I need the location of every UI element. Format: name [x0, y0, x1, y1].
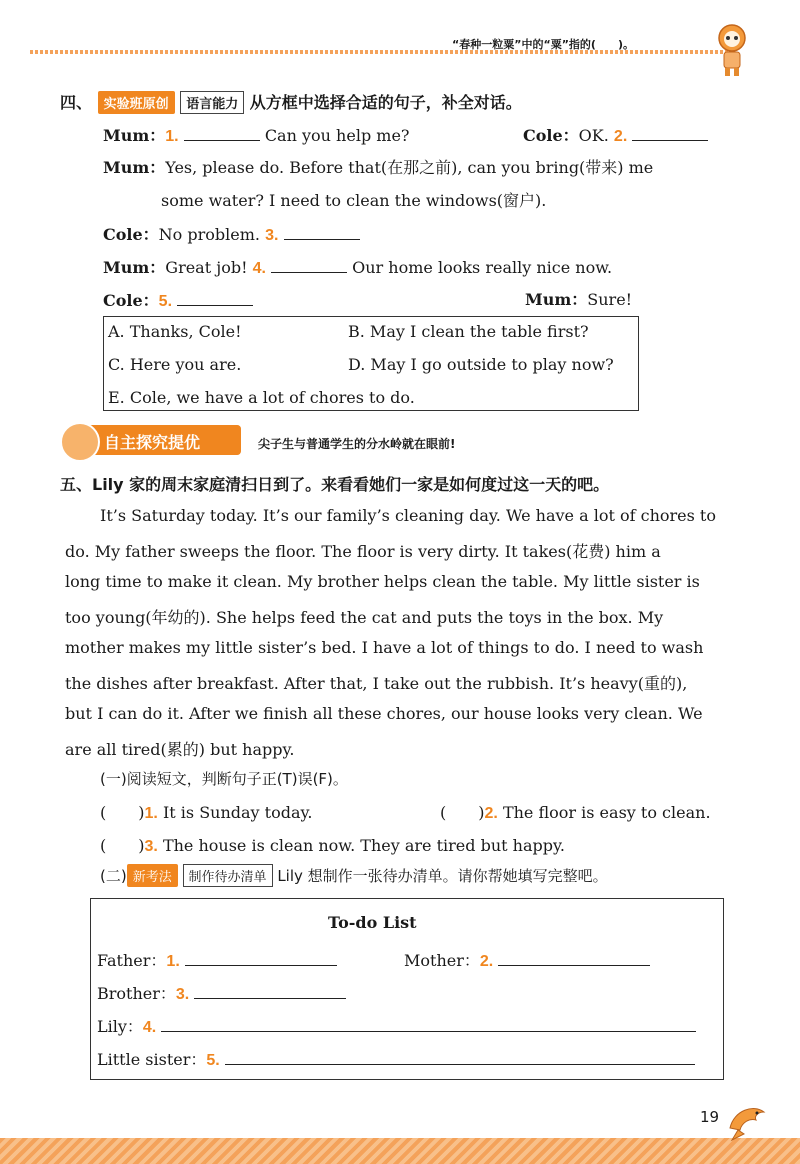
option-d: D. May I go outside to play now?	[348, 355, 614, 374]
passage-line: do. My father sweeps the floor. The floor is very dirty. It takes(花费) him a	[65, 542, 661, 561]
section4-instruction: 从方框中选择合适的句子，补全对话。	[249, 93, 522, 112]
tf-question-3: ( )3. The house is clean now. They are tired but happy.	[100, 836, 565, 855]
footer-stripe	[0, 1138, 800, 1164]
dialogue-line-2: Cole：OK. 2.	[523, 122, 708, 146]
passage-line: It’s Saturday today. It’s our family’s cleaning day. We have a lot of chores to	[100, 506, 716, 525]
tf-answer-bracket-2[interactable]: ( )	[440, 803, 485, 822]
todo-row-little-sister: Little sister：5.	[97, 1046, 695, 1070]
banner-subtitle: 尖子生与普通学生的分水岭就在眼前!	[258, 437, 456, 451]
section4-tag-original: 实验班原创	[98, 91, 175, 114]
tf-question-2: ( )2. The floor is easy to clean.	[440, 803, 711, 822]
part2-heading: (二) 新考法 制作待办清单 Lily 想制作一张待办清单。请你帮她填写完整吧。	[100, 864, 608, 887]
todo-blank-2[interactable]	[498, 947, 650, 966]
passage-line: mother makes my little sister’s bed. I have a lot of things to do. I need to wash	[65, 638, 704, 657]
dialogue-line-5: Mum：Great job! 4. Our home looks really nice now.	[103, 254, 612, 278]
answer-blank-1[interactable]	[184, 122, 260, 141]
section4-heading	[60, 90, 522, 114]
tf-question-1: ( )1. It is Sunday today.	[100, 803, 313, 822]
passage-line: but I can do it. After we finish all these chores, our house looks very clean. We	[65, 704, 703, 723]
section4-tag-skill: 语言能力	[180, 91, 244, 114]
passage-line: too young(年幼的). She helps feed the cat and puts the toys in the box. My	[65, 608, 664, 627]
dialogue-line-7: Mum：Sure!	[525, 290, 633, 309]
todo-row-father: Father：1.	[97, 947, 337, 971]
part2-tag-todo: 制作待办清单	[183, 864, 273, 887]
todo-title: To-do List	[328, 913, 417, 932]
dialogue-line-1: Mum：1. Can you help me?	[103, 122, 409, 146]
dialogue-line-3: Mum：Yes, please do. Before that(在那之前), can you bring(带来) me	[103, 158, 654, 177]
option-b: B. May I clean the table first?	[348, 322, 589, 341]
todo-blank-1[interactable]	[185, 947, 337, 966]
answer-blank-2[interactable]	[632, 122, 708, 141]
dialogue-line-4: Cole：No problem. 3.	[103, 221, 360, 245]
todo-row-lily: Lily：4.	[97, 1013, 696, 1037]
todo-blank-5[interactable]	[225, 1046, 695, 1065]
dialogue-line-3-continued: some water? I need to clean the windows(窗户).	[161, 191, 547, 210]
option-e: E. Cole, we have a lot of chores to do.	[108, 388, 415, 407]
option-a: A. Thanks, Cole!	[108, 322, 242, 341]
todo-row-brother: Brother：3.	[97, 980, 346, 1004]
tf-answer-bracket-3[interactable]: ( )	[100, 836, 145, 855]
todo-blank-4[interactable]	[161, 1013, 696, 1032]
part1-instruction: (一)阅读短文，判断句子正(T)误(F)。	[100, 770, 348, 788]
passage-line: the dishes after breakfast. After that, I take out the rubbish. It’s heavy(重的),	[65, 674, 688, 693]
dolphin-mascot-icon	[724, 1098, 770, 1142]
dialogue-line-6: Cole：5.	[103, 287, 253, 311]
todo-row-mother: Mother：2.	[404, 947, 650, 971]
answer-blank-4[interactable]	[271, 254, 347, 273]
tf-answer-bracket-1[interactable]: ( )	[100, 803, 145, 822]
passage-line: are all tired(累的) but happy.	[65, 740, 295, 759]
banner-title: 自主探究提优	[104, 433, 201, 452]
header-tab-text: “春种一粒粟”中的“粟”指的( )。	[452, 38, 634, 51]
todo-blank-3[interactable]	[194, 980, 346, 999]
answer-blank-5[interactable]	[177, 287, 253, 306]
section4-prefix: 四、	[60, 93, 93, 112]
part2-tag-new: 新考法	[127, 864, 178, 887]
passage-line: long time to make it clean. My brother helps clean the table. My little sister is	[65, 572, 700, 591]
page-number: 19	[700, 1108, 720, 1126]
banner-emblem-icon	[60, 422, 100, 462]
robot-mascot-icon	[712, 22, 752, 78]
answer-blank-3[interactable]	[284, 221, 360, 240]
option-c: C. Here you are.	[108, 355, 242, 374]
section5-heading: 五、Lily 家的周末家庭清扫日到了。来看看她们一家是如何度过这一天的吧。	[60, 475, 610, 494]
